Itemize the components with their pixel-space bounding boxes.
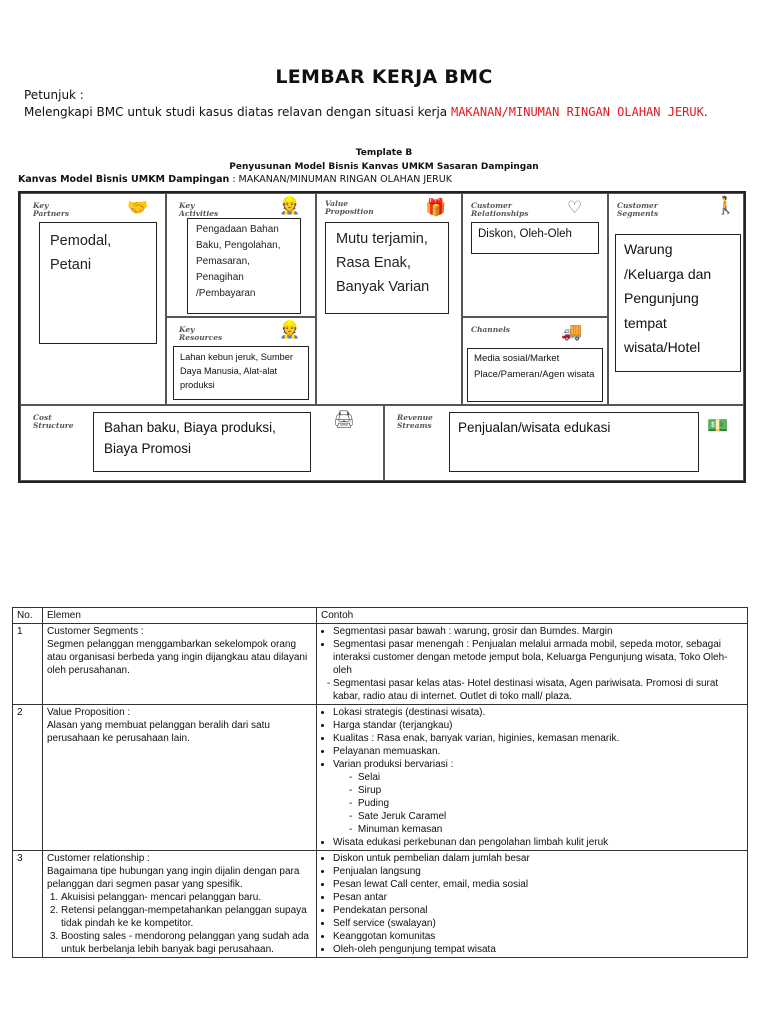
table-row [13, 705, 748, 851]
element-cell [43, 705, 317, 851]
cost-structure-content: Bahan baku, Biaya produksi, Biaya Promosi [104, 420, 276, 456]
header-contoh: Contoh [317, 608, 748, 624]
list-item: • Lokasi strategis (destinasi wisata). [333, 706, 743, 719]
channels-box [467, 348, 603, 402]
cell-cost-structure [20, 405, 384, 481]
cell-customer-relationships [462, 193, 608, 317]
sub-list-item: - Puding [349, 798, 390, 809]
revenue-streams-content: Penjualan/wisata edukasi [458, 420, 611, 435]
key-activities-header: Key [179, 201, 195, 210]
numbered-item: 1. Akuisisi pelanggan- mencari pelanggan baru. [61, 891, 312, 904]
key-resources-header: Key [179, 325, 195, 334]
row-number: 1 [13, 624, 43, 705]
header-no: No. [13, 608, 43, 624]
key-activities-header-2: Activities [179, 209, 219, 218]
list-item: • Harga standar (terjangkau) [333, 719, 743, 732]
cell-value-proposition [316, 193, 462, 405]
list-item: • Penjualan langsung [333, 865, 743, 878]
instructions-highlight: MAKANAN/MINUMAN RINGAN OLAHAN JERUK [450, 105, 704, 119]
table-row [13, 851, 748, 958]
element-description: Alasan yang membuat pelanggan beralih dari satu perusahaan ke perusahaan lain. [47, 720, 270, 744]
instructions-label: Petunjuk : [24, 88, 84, 102]
cost-structure-header: Cost [33, 413, 52, 422]
sub-list-item: - Selai [349, 772, 381, 783]
list-item: • Kualitas : Rasa enak, banyak varian, higinies, kemasan menarik. [333, 732, 743, 745]
list-item: • Keanggotan komunitas [333, 930, 743, 943]
revenue-streams-header-2: Streams [397, 421, 432, 430]
element-cell [43, 851, 317, 958]
sub-list-item: - Minuman kemasan [349, 824, 443, 835]
element-title: Customer relationship : [47, 853, 150, 864]
list-item [333, 758, 743, 836]
instructions-body: Melengkapi BMC untuk studi kasus diatas relavan dengan situasi kerja [24, 105, 451, 119]
examples-cell [317, 851, 748, 958]
table-row [13, 624, 748, 705]
heart-icon: ♡ [567, 198, 583, 218]
key-partners-box [39, 222, 157, 344]
key-partners-header: Key [33, 201, 49, 210]
list-item: • Segmentasi pasar bawah : warung, grosir dan Bumdes. Margin [333, 625, 743, 638]
element-title: Customer Segments : [47, 626, 144, 637]
sub-list-item: - Sirup [349, 785, 382, 796]
kanvas-value: : MAKANAN/MINUMAN RINGAN OLAHAN JERUK [229, 174, 452, 185]
value-proposition-box [325, 222, 449, 314]
element-description: Segmen pelanggan menggambarkan sekelompok orang atau organisasi berbeda yang ingin dijangkau atau dilayani oleh perusahanan. [47, 639, 308, 676]
channels-content: Media sosial/Market Place/Pameran/Agen wisata [474, 353, 595, 380]
header-elemen: Elemen [43, 608, 317, 624]
element-title: Value Proposition : [47, 707, 131, 718]
revenue-streams-header: Revenue [397, 413, 433, 422]
element-cell [43, 624, 317, 705]
cell-customer-segments [608, 193, 744, 405]
customer-relationships-content: Diskon, Oleh-Oleh [478, 228, 572, 240]
template-subtitle: Penyusunan Model Bisnis Kanvas UMKM Sasaran Dampingan [229, 162, 539, 172]
customer-relationships-header: Customer [471, 201, 512, 210]
truck-icon: 🚚 [561, 322, 583, 342]
instructions-end: . [703, 105, 708, 119]
list-item: • Pesan lewat Call center, email, media sosial [333, 878, 743, 891]
cell-key-resources [166, 317, 316, 405]
worker-icon: 👷 [279, 320, 301, 340]
customer-segments-content: Warung /Keluarga dan Pengunjung tempat wisata/Hotel [624, 241, 712, 355]
key-resources-box [173, 346, 309, 400]
cell-revenue-streams [384, 405, 744, 481]
cost-structure-header-2: Structure [33, 421, 74, 430]
list-item: • Self service (swalayan) [333, 917, 743, 930]
list-item: • Wisata edukasi perkebunan dan pengolahan limbah kulit jeruk [333, 836, 743, 849]
gift-icon: 🎁 [425, 198, 447, 218]
numbered-item: 2. Retensi pelanggan-mempetahankan pelanggan supaya tidak pindah ke ke kompetitor. [61, 904, 312, 930]
kanvas-label: Kanvas Model Bisnis UMKM Dampingan [18, 174, 230, 185]
list-item: - Segmentasi pasar kelas atas- Hotel destinasi wisata, Agen pariwisata. Promosi di surat kabar, radio atau di internet. Outlet di toko mall/ plaza. [333, 677, 743, 703]
page-title: LEMBAR KERJA BMC [275, 66, 493, 88]
key-activities-content: Pengadaan Bahan Baku, Pengolahan, Pemasaran, Penagihan /Pembayaran [196, 224, 281, 299]
customer-relationships-box [471, 222, 599, 254]
cost-structure-box [93, 412, 311, 472]
cell-key-activities [166, 193, 316, 317]
table-header-row [13, 608, 748, 624]
key-partners-header-2: Partners [33, 209, 70, 218]
cash-icon: 💵 [707, 416, 729, 436]
worker-icon: 👷 [279, 196, 301, 216]
key-resources-header-2: Resources [179, 333, 223, 342]
person-icon: 🚶 [715, 196, 737, 216]
value-proposition-header: Value [325, 199, 349, 208]
customer-segments-header: Customer [617, 201, 658, 210]
row-number: 3 [13, 851, 43, 958]
list-item: • Segmentasi pasar menengah : Penjualan melalui armada mobil, sepeda motor, sebagai interaksi customer dengan metode jemput bola, Keluarga Pengunjung wisata, Toko Oleh-oleh [333, 638, 743, 677]
examples-cell [317, 705, 748, 851]
customer-segments-box [615, 234, 741, 372]
variant-heading: Varian produksi bervariasi : [333, 759, 454, 770]
template-name: Template B [355, 148, 413, 158]
numbered-item: 3. Boosting sales - mendorong pelanggan yang sudah ada untuk berbelanja lebih banyak bagi perusahaan. [61, 930, 312, 956]
value-proposition-header-2: Proposition [325, 207, 374, 216]
register-icon: 🖨 [333, 410, 355, 430]
key-resources-content: Lahan kebun jeruk, Sumber Daya Manusia, Alat-alat produksi [180, 352, 293, 390]
business-model-canvas [18, 191, 746, 483]
customer-segments-header-2: Segments [617, 209, 659, 218]
key-activities-box [187, 218, 301, 314]
key-partners-content: Pemodal, Petani [50, 233, 112, 273]
kanvas-line [18, 174, 452, 185]
handshake-icon: 🤝 [127, 198, 149, 218]
list-item: • Pendekatan personal [333, 904, 743, 917]
list-item: • Pesan antar [333, 891, 743, 904]
list-item: • Oleh-oleh pengunjung tempat wisata [333, 943, 743, 956]
cell-key-partners [20, 193, 166, 405]
revenue-streams-box [449, 412, 699, 472]
value-proposition-content: Mutu terjamin, Rasa Enak, Banyak Varian [336, 231, 430, 295]
list-item: • Pelayanan memuaskan. [333, 745, 743, 758]
examples-cell [317, 624, 748, 705]
element-table [12, 607, 748, 958]
customer-relationships-header-2: Relationships [471, 209, 529, 218]
sub-list-item: - Sate Jeruk Caramel [349, 811, 447, 822]
element-description: Bagaimana tipe hubungan yang ingin dijalin dengan para pelanggan dari segmen pasar yang spesifik. [47, 866, 300, 890]
instructions-text [24, 104, 724, 120]
cell-channels [462, 317, 608, 405]
list-item: • Diskon untuk pembelian dalam jumlah besar [333, 852, 743, 865]
row-number: 2 [13, 705, 43, 851]
channels-header: Channels [471, 325, 511, 334]
